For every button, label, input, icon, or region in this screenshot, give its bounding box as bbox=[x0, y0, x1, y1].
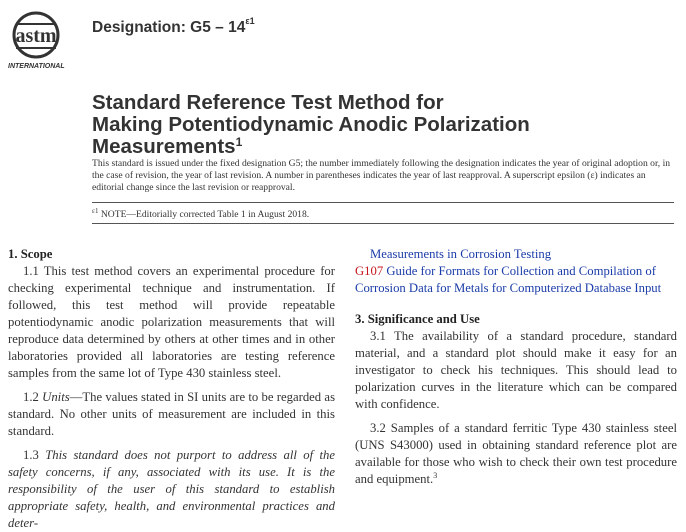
logo-letters: astm bbox=[15, 25, 57, 47]
divider-top bbox=[92, 202, 674, 203]
note-epsilon: ε1 bbox=[92, 207, 99, 215]
para-1-3-num: 1.3 bbox=[23, 448, 46, 462]
title-line-3-text: Measurements bbox=[92, 135, 236, 158]
title-line-1: Standard Reference Test Method for bbox=[92, 91, 444, 114]
left-column bbox=[8, 246, 335, 532]
scope-para-1-3 bbox=[8, 447, 335, 532]
logo-international: INTERNATIONAL bbox=[8, 63, 65, 70]
editorial-note bbox=[92, 207, 672, 220]
title-line-2: Making Potentiodynamic Anodic Polarization bbox=[92, 113, 530, 136]
note-text: NOTE—Editorially corrected Table 1 in August 2018. bbox=[98, 209, 310, 221]
para-1-3-italic: This standard does not purport to address all of the safety concerns, if any, associated with its use. It is the responsibility of the user of this standard to establish appropriate safety, health, and environmental practices and deter- bbox=[8, 448, 335, 530]
scope-heading: 1. Scope bbox=[8, 247, 53, 261]
title-line-3 bbox=[92, 136, 652, 158]
astm-logo bbox=[6, 8, 86, 70]
para-1-2-rest: —The values stated in SI units are to be regarded as standard. No other units of measurement are included in this standard. bbox=[8, 390, 336, 438]
reference-continuation-link[interactable]: Measurements in Corrosion Testing bbox=[370, 247, 552, 261]
title-footnote-mark: 1 bbox=[235, 135, 243, 149]
significance-para-3-2 bbox=[355, 420, 677, 488]
right-column bbox=[355, 246, 677, 488]
designation-epsilon: ε1 bbox=[245, 16, 255, 26]
divider-bottom bbox=[92, 223, 674, 224]
reference-g107[interactable] bbox=[355, 263, 677, 297]
reference-g107-title[interactable]: Guide for Formats for Collection and Compilation of Corrosion Data for Metals for Computerized Database Input bbox=[355, 264, 662, 295]
scope-para-1-2 bbox=[8, 389, 335, 440]
reference-g107-code[interactable]: G107 bbox=[355, 264, 384, 278]
issuance-notice: This standard is issued under the fixed designation G5; the number immediately following the designation indicates the year of original adoption or, in the case of revision, the year of last revision. A number in parentheses indicates the year of last reapproval. A superscript epsilon (ε) indicates an editorial change since the last revision or reapproval. bbox=[92, 158, 671, 193]
designation-label: Designation: G5 – 14 bbox=[92, 19, 246, 37]
para-3-2-text: 3.2 Samples of a standard ferritic Type 430 stainless steel (UNS S43000) used in obtaining standard reference plot are available for those who wish to check their own test procedure and equipment. bbox=[355, 421, 677, 486]
document-title bbox=[92, 92, 652, 158]
significance-heading: 3. Significance and Use bbox=[355, 312, 480, 326]
designation bbox=[92, 18, 255, 37]
para-3-2-footnote: 3 bbox=[433, 470, 438, 480]
para-1-2-italic: Units bbox=[42, 390, 70, 404]
para-1-2-num: 1.2 bbox=[23, 390, 43, 404]
scope-para-1-1: 1.1 This test method covers an experimental procedure for checking experimental technique and instrumentation. If followed, this test method will provide repeatable potentiodynamic anodic polarization measurements that will reproduce data determined by others at other times and in other laboratories provided all laboratories are testing reference samples from the same lot of Type 430 stainless steel. bbox=[8, 264, 335, 380]
significance-para-3-1: 3.1 The availability of a standard procedure, standard material, and a standard plot should make it easy for an investigator to check his techniques. This should lead to polarization curves in the literature which can be compared with confidence. bbox=[355, 329, 677, 411]
